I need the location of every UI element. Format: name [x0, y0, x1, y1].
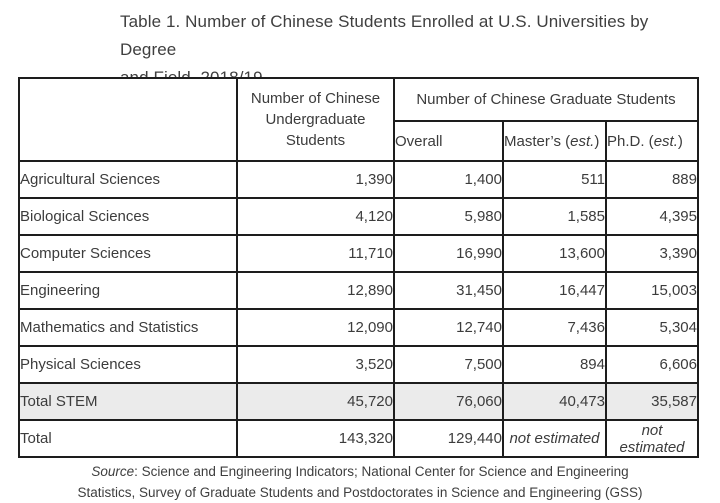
header-masters-est: est. — [570, 132, 595, 150]
table-row-total-stem — [19, 383, 698, 420]
cell-undergrad: 4,120 — [237, 198, 394, 235]
cell-overall: 1,400 — [394, 161, 503, 198]
cell-masters: 16,447 — [503, 272, 606, 309]
table-row-physical-sciences — [19, 346, 698, 383]
table-row-biological-sciences — [19, 198, 698, 235]
cell-undergrad: 11,710 — [237, 235, 394, 272]
cell-masters: not estimated — [503, 420, 606, 457]
table-row-mathematics-and-statistics — [19, 309, 698, 346]
cell-undergrad: 3,520 — [237, 346, 394, 383]
header-phd-label: Ph.D. — [607, 132, 645, 150]
header-overall: Overall — [394, 121, 503, 161]
cell-overall: 129,440 — [394, 420, 503, 457]
header-row-group — [19, 78, 698, 121]
cell-undergrad: 12,890 — [237, 272, 394, 309]
table-row-agricultural-sciences — [19, 161, 698, 198]
table-row-computer-sciences — [19, 235, 698, 272]
header-phd: Ph.D. (est.) — [606, 121, 698, 161]
header-masters: Master’s (est.) — [503, 121, 606, 161]
cell-phd: 35,587 — [606, 383, 698, 420]
cell-masters: 894 — [503, 346, 606, 383]
cell-overall: 5,980 — [394, 198, 503, 235]
page-title-line1: Table 1. Number of Chinese Students Enrolled at U.S. Universities by Degree — [120, 12, 649, 59]
source-note — [0, 461, 720, 503]
cell-undergrad: 1,390 — [237, 161, 394, 198]
table-row-engineering — [19, 272, 698, 309]
cell-phd: 5,304 — [606, 309, 698, 346]
cell-label: Physical Sciences — [19, 346, 237, 383]
cell-label: Agricultural Sciences — [19, 161, 237, 198]
source-note-line1 — [0, 461, 720, 482]
cell-label: Total STEM — [19, 383, 237, 420]
cell-phd: 15,003 — [606, 272, 698, 309]
cell-undergrad: 12,090 — [237, 309, 394, 346]
cell-label: Mathematics and Statistics — [19, 309, 237, 346]
cell-phd: 4,395 — [606, 198, 698, 235]
header-empty-cell — [19, 78, 237, 161]
cell-phd: 889 — [606, 161, 698, 198]
cell-overall: 12,740 — [394, 309, 503, 346]
source-line1-rest: : Science and Engineering Indicators; National Center for Science and Engineering — [134, 464, 629, 479]
cell-label: Biological Sciences — [19, 198, 237, 235]
cell-undergrad: 143,320 — [237, 420, 394, 457]
header-phd-est: est. — [653, 132, 678, 150]
source-note-line2: Statistics, Survey of Graduate Students and Postdoctorates in Science and Engineering (GSS) — [77, 485, 643, 500]
cell-overall: 16,990 — [394, 235, 503, 272]
table-row-total — [19, 420, 698, 457]
cell-label: Computer Sciences — [19, 235, 237, 272]
cell-masters: 511 — [503, 161, 606, 198]
cell-label: Total — [19, 420, 237, 457]
cell-phd: 3,390 — [606, 235, 698, 272]
cell-overall: 31,450 — [394, 272, 503, 309]
cell-masters: 7,436 — [503, 309, 606, 346]
cell-overall: 76,060 — [394, 383, 503, 420]
cell-phd: 6,606 — [606, 346, 698, 383]
source-prefix: Source — [91, 464, 135, 479]
cell-masters: 1,585 — [503, 198, 606, 235]
header-graduate-group: Number of Chinese Graduate Students — [394, 78, 698, 121]
cell-label: Engineering — [19, 272, 237, 309]
cell-masters: 40,473 — [503, 383, 606, 420]
chinese-students-table — [18, 77, 699, 458]
header-undergraduate: Number of Chinese Undergraduate Students — [237, 78, 394, 161]
cell-undergrad: 45,720 — [237, 383, 394, 420]
header-masters-label: Master’s — [504, 132, 561, 150]
cell-overall: 7,500 — [394, 346, 503, 383]
cell-phd: not estimated — [606, 420, 698, 457]
cell-masters: 13,600 — [503, 235, 606, 272]
